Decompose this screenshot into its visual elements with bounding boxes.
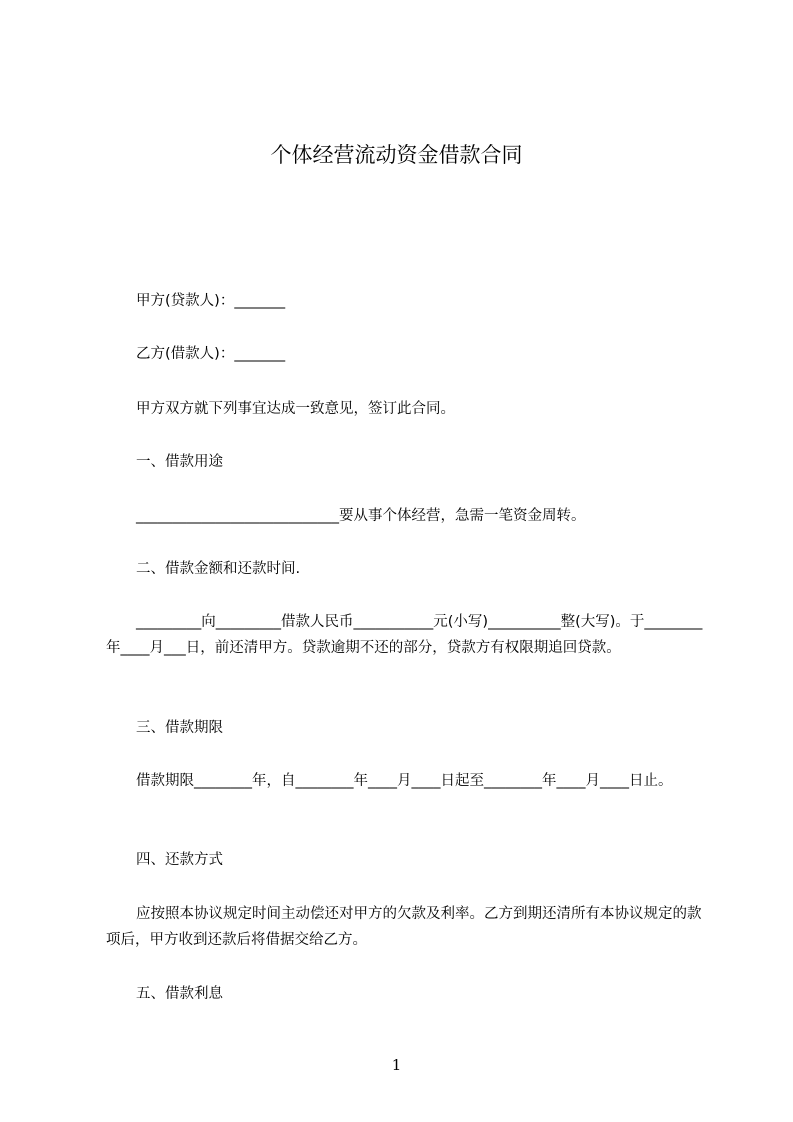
section-2-heading: 二、借款金额和还款时间.: [136, 561, 301, 577]
page-number: 1: [391, 1056, 402, 1074]
section-3-heading: 三、借款期限: [136, 720, 223, 736]
party-b-line: 乙方(借款人)：_______: [136, 346, 286, 362]
section-2-text: _________向_________借款人民币___________元(小写)__________整(大写)。于________年____月___日，前还清甲方。贷款逾期不还的部分，贷款方有权限期追回贷款。: [106, 614, 703, 656]
section-5-heading: 五、借款利息: [136, 986, 223, 1002]
party-a-line: 甲方(贷款人)：_______: [136, 293, 286, 309]
document-title: 个体经营流动资金借款合同: [270, 143, 523, 167]
section-3-text: 借款期限________年，自________年____月____日起至________年____月____日止。: [136, 773, 673, 789]
section-4-heading: 四、还款方式: [136, 852, 223, 868]
section-1-heading: 一、借款用途: [136, 454, 223, 470]
section-1-text: ____________________________要从事个体经营，急需一笔资金周转。: [136, 508, 586, 524]
section-4-text: 应按照本协议规定时间主动偿还对甲方的欠款及利率。乙方到期还清所有本协议规定的款项后，甲方收到还款后将借据交给乙方。: [106, 906, 702, 948]
intro-text: 甲方双方就下列事宜达成一致意见，签订此合同。: [136, 401, 455, 417]
